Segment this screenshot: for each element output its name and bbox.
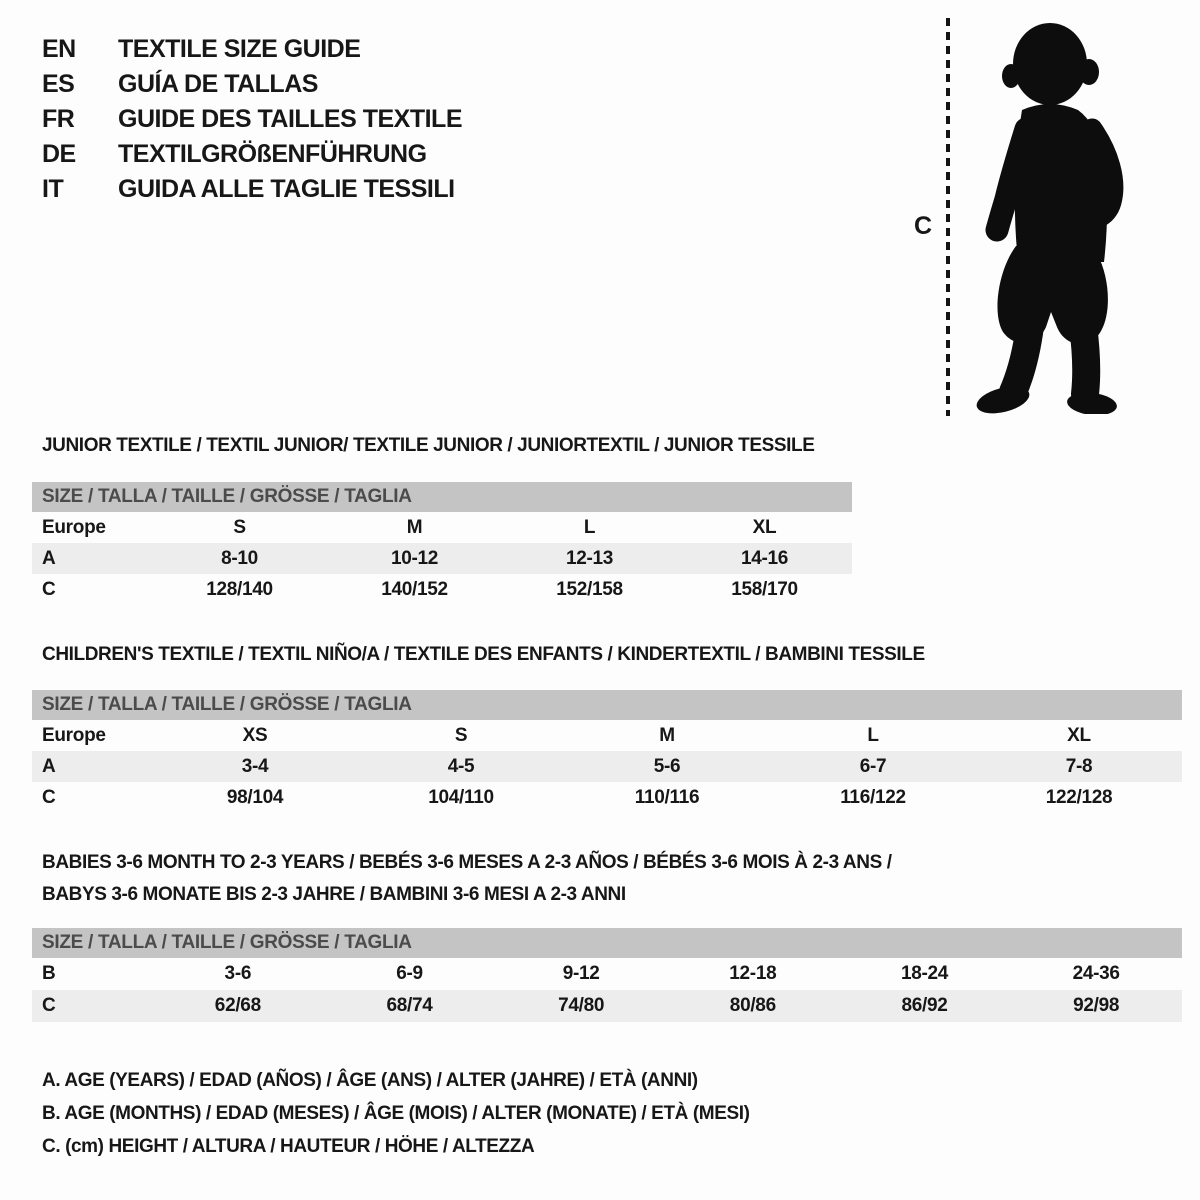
row-label: A — [42, 547, 56, 569]
cell: 12-18 — [729, 963, 777, 984]
lang-code-es: ES — [42, 70, 75, 98]
cell: 3-4 — [241, 755, 269, 777]
junior-row-age — [32, 543, 852, 574]
cell: 4-5 — [447, 755, 475, 777]
lang-code-it: IT — [42, 175, 64, 203]
babies-heading-line2: BABYS 3-6 MONATE BIS 2-3 JAHRE / BAMBINI 3-6 MESI A 2-3 ANNI — [42, 884, 626, 905]
cell: 104/110 — [428, 786, 494, 808]
cell: 86/92 — [901, 995, 948, 1016]
legend-line-c: C. (cm) HEIGHT / ALTURA / HAUTEUR / HÖHE / ALTEZZA — [42, 1136, 535, 1157]
cell: 5-6 — [653, 755, 681, 777]
legend-line-a: A. AGE (YEARS) / EDAD (AÑOS) / ÂGE (ANS) / ALTER (JAHRE) / ETÀ (ANNI) — [42, 1070, 698, 1091]
children-size-header-bar: SIZE / TALLA / TAILLE / GRÖSSE / TAGLIA — [32, 690, 1182, 720]
cell: 3-6 — [224, 963, 252, 984]
children-col-m: M — [659, 724, 675, 746]
height-measure-label: C — [914, 212, 933, 240]
lang-title-en: TEXTILE SIZE GUIDE — [118, 35, 361, 63]
junior-col-xl: XL — [752, 516, 777, 538]
lang-code-de: DE — [42, 140, 76, 168]
baby-silhouette-icon — [968, 14, 1133, 414]
lang-title-es: GUÍA DE TALLAS — [118, 70, 318, 98]
babies-row-months — [32, 958, 1182, 990]
junior-col-m: M — [406, 516, 423, 538]
junior-section-heading: JUNIOR TEXTILE / TEXTIL JUNIOR/ TEXTILE JUNIOR / JUNIORTEXTIL / JUNIOR TESSILE — [42, 435, 815, 456]
cell: 116/122 — [840, 786, 906, 808]
children-row-age — [32, 751, 1182, 782]
cell: 9-12 — [562, 963, 600, 984]
row-label: A — [42, 755, 56, 777]
junior-col-europe: Europe — [42, 516, 106, 538]
junior-size-table — [32, 482, 852, 605]
cell: 24-36 — [1072, 963, 1120, 984]
legend-line-b: B. AGE (MONTHS) / EDAD (MESES) / ÂGE (MOIS) / ALTER (MONATE) / ETÀ (MESI) — [42, 1103, 750, 1124]
lang-row-it — [42, 176, 462, 202]
row-label: B — [42, 963, 56, 984]
lang-code-en: EN — [42, 35, 76, 63]
children-row-height — [32, 782, 1182, 813]
cell: 62/68 — [214, 995, 261, 1016]
babies-row-height — [32, 990, 1182, 1022]
height-measure-dashed-line — [946, 18, 950, 416]
measurement-legend — [42, 1070, 750, 1158]
babies-size-table — [32, 928, 1182, 1022]
lang-title-fr: GUIDE DES TAILLES TEXTILE — [118, 105, 463, 133]
lang-code-fr: FR — [42, 105, 75, 133]
junior-header-row — [32, 512, 852, 543]
cell: 68/74 — [386, 995, 433, 1016]
row-label: C — [42, 995, 56, 1016]
children-col-s: S — [454, 724, 468, 746]
children-section-heading: CHILDREN'S TEXTILE / TEXTIL NIÑO/A / TEXTILE DES ENFANTS / KINDERTEXTIL / BAMBINI TESSILE — [42, 644, 925, 665]
cell: 10-12 — [390, 547, 439, 569]
junior-size-header-bar: SIZE / TALLA / TAILLE / GRÖSSE / TAGLIA — [32, 482, 852, 512]
cell: 7-8 — [1065, 755, 1093, 777]
cell: 122/128 — [1045, 786, 1113, 808]
babies-size-header-bar: SIZE / TALLA / TAILLE / GRÖSSE / TAGLIA — [32, 928, 1182, 958]
children-col-l: L — [867, 724, 879, 746]
cell: 128/140 — [206, 578, 273, 600]
cell: 80/86 — [729, 995, 776, 1016]
junior-row-height — [32, 574, 852, 605]
lang-row-en — [42, 36, 462, 62]
row-label: C — [42, 786, 56, 808]
lang-row-fr — [42, 106, 462, 132]
lang-title-de: TEXTILGRÖßENFÜHRUNG — [118, 140, 427, 168]
children-header-row — [32, 720, 1182, 751]
language-title-list — [42, 36, 462, 202]
children-size-table — [32, 690, 1182, 813]
cell: 8-10 — [221, 547, 258, 569]
cell: 18-24 — [900, 963, 949, 984]
cell: 14-16 — [740, 547, 789, 569]
cell: 6-9 — [396, 963, 423, 984]
cell: 6-7 — [859, 755, 887, 777]
children-col-europe: Europe — [42, 724, 106, 746]
cell: 110/116 — [634, 786, 700, 808]
row-label: C — [42, 578, 56, 600]
junior-col-l: L — [583, 516, 596, 538]
cell: 74/80 — [558, 995, 605, 1016]
cell: 98/104 — [226, 786, 284, 808]
babies-heading-line1: BABIES 3-6 MONTH TO 2-3 YEARS / BEBÉS 3-6 MESES A 2-3 AÑOS / BÉBÉS 3-6 MOIS À 2-3 ANS / — [42, 852, 892, 873]
cell: 92/98 — [1073, 995, 1120, 1016]
cell: 152/158 — [556, 578, 623, 600]
lang-row-de — [42, 141, 462, 167]
cell: 140/152 — [381, 578, 448, 600]
children-col-xl: XL — [1067, 724, 1091, 746]
children-col-xs: XS — [242, 724, 268, 746]
lang-title-it: GUIDA ALLE TAGLIE TESSILI — [118, 175, 455, 203]
cell: 158/170 — [731, 578, 798, 600]
cell: 12-13 — [565, 547, 614, 569]
lang-row-es — [42, 71, 462, 97]
babies-section-heading — [42, 847, 892, 911]
junior-col-s: S — [233, 516, 246, 538]
